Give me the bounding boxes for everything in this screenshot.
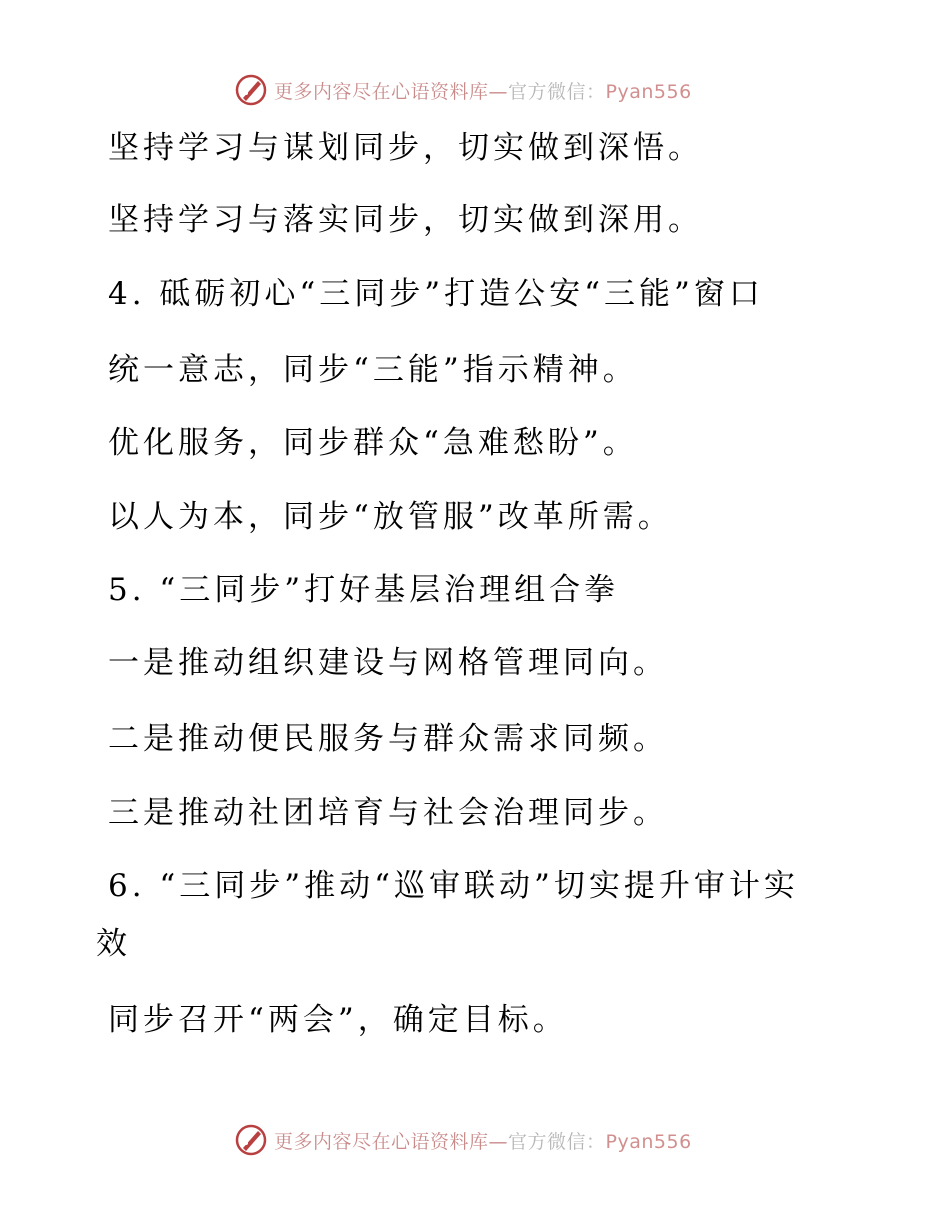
banner-wechat-text: 官方微信： <box>508 80 606 103</box>
section-heading: 4. 砥砺初心“三同步”打造公安“三能”窗口 <box>108 276 764 312</box>
text-line: 统一意志，同步“三能”指示精神。 <box>108 352 638 388</box>
text-line: 一是推动组织建设与网格管理同向。 <box>108 645 668 681</box>
banner-wechat-id: Pyan556 <box>605 80 692 103</box>
section-heading: 5. “三同步”打好基层治理组合拳 <box>108 572 620 608</box>
text-line: 坚持学习与谋划同步，切实做到深悟。 <box>108 130 703 166</box>
pen-logo-icon <box>234 1123 268 1157</box>
text-line: 三是推动社团培育与社会治理同步。 <box>108 795 668 831</box>
text-line: 优化服务，同步群众“急难愁盼”。 <box>108 425 638 461</box>
banner-wechat-id: Pyan556 <box>605 1130 692 1153</box>
header-banner <box>234 70 692 110</box>
banner-main-text: 更多内容尽在心语资料库— <box>274 1130 509 1153</box>
banner-wechat-text: 官方微信： <box>508 1130 606 1153</box>
pen-logo-icon <box>234 73 268 107</box>
banner-text <box>274 77 692 104</box>
footer-banner <box>234 1120 692 1160</box>
banner-main-text: 更多内容尽在心语资料库— <box>274 80 509 103</box>
text-line: 以人为本，同步“放管服”改革所需。 <box>108 499 673 535</box>
section-heading: 6. “三同步”推动“巡审联动”切实提升审计实 <box>108 868 799 904</box>
banner-text <box>274 1127 692 1154</box>
text-line: 坚持学习与落实同步，切实做到深用。 <box>108 202 703 238</box>
text-line: 同步召开“两会”，确定目标。 <box>108 1002 568 1038</box>
section-heading-continuation: 效 <box>96 926 131 962</box>
text-line: 二是推动便民服务与群众需求同频。 <box>108 721 668 757</box>
